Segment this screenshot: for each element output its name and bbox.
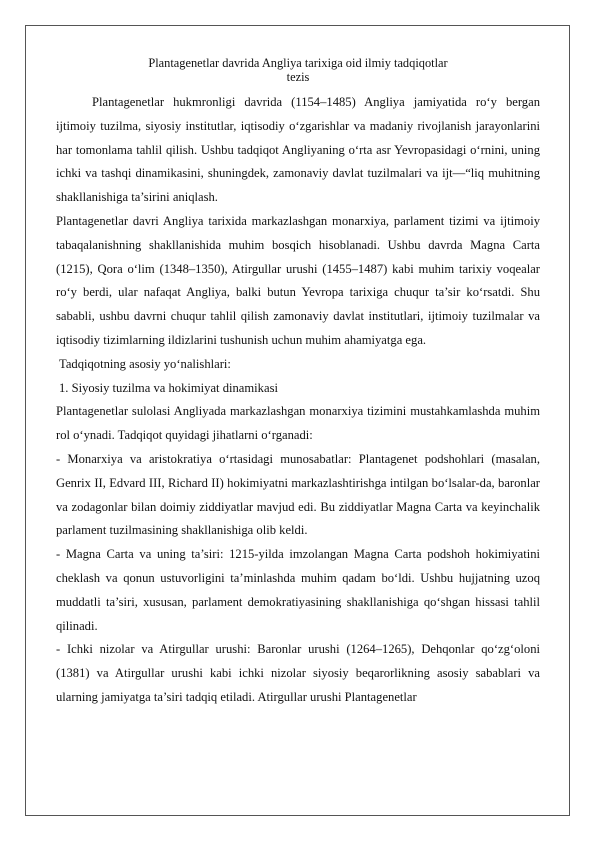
- subsection-heading: 1. Siyosiy tuzilma va hokimiyat dinamikasi: [59, 380, 278, 395]
- section-heading: Tadqiqotning asosiy yo‘nalishlari:: [59, 356, 231, 371]
- context-paragraph: Plantagenetlar davri Angliya tarixida markazlashgan monarxiya, parlament tizimi va ijtimoiy tabaqalanishning shakllanishida muhim bosqich hisoblanadi. Ushbu davrda Magna Carta (1215), Qora o‘lim (1348–1350), Atirgullar urushi (1455–1487) kabi muhim tarixiy voqealar ro‘y berdi, ular nafaqat Angliya, balki butun Yevropa tarixiga chuqur ta’sir ko‘rsatdi. Shu sababli, ushbu davrni chuqur tahlil qilish zamonaviy davlat institutlari, ijtimoiy tuzilmalar va iqtisodiy tizimlarning ildizlarini tushunish uchun muhim ahamiyatga ega.: [56, 213, 540, 347]
- document-title: Plantagenetlar davrida Angliya tarixiga oid ilmiy tadqiqotlar: [148, 56, 448, 70]
- subsection-intro-paragraph: Plantagenetlar sulolasi Angliyada markazlashgan monarxiya tizimini mustahkamlashda muhim rol o‘ynadi. Tadqiqot quyidagi jihatlarni o‘rganadi:: [56, 404, 540, 443]
- intro-paragraph: Plantagenetlar hukmronligi davrida (1154–1485) Angliya jamiyatida ro‘y bergan ijtimoiy tuzilma, siyosiy institutlar, iqtisodiy o‘zgarishlar va madaniy rivojlanish jarayonlarini har tomonlama tahlil qilish. Ushbu tadqiqot Angliyaning o‘rta asr Yevropasidagi o‘rnini, uning ichki va tashqi dinamikasini, shuningdek, zamonaviy davlat tuzilmalari va ijt—“liq muhitning shakllanishiga ta’sirini aniqlash.: [56, 95, 540, 205]
- list-item-monarchy: - Monarxiya va aristokratiya o‘rtasidagi munosabatlar: Plantagenet podshohlari (masalan, Genrix II, Edvard III, Richard II) hokimiyatni markazlashtirishga intilgan bo‘lsalar-da, baronlar va zodagonlar bilan doimiy ziddiyatlar mavjud edi. Bu ziddiyatlar Magna Carta va keyinchalik parlament tuzilmasining shakllanishiga olib keldi.: [56, 451, 540, 538]
- document-body: [56, 56, 540, 710]
- document-subtitle: tezis: [286, 70, 310, 84]
- list-item-magna-carta: - Magna Carta va uning ta’siri: 1215-yilda imzolangan Magna Carta podshoh hokimiyatini cheklash va qonun ustuvorligini ta’minlashda muhim qadam bo‘ldi. Ushbu hujjatning uzoq muddatli ta’siri, xususan, parlament demokratiyasining shakllanishiga qo‘shgan hissasi tahlil qilinadi.: [56, 547, 540, 633]
- list-item-internal-conflicts: - Ichki nizolar va Atirgullar urushi: Baronlar urushi (1264–1265), Dehqonlar qo‘zg‘oloni (1381) va Atirgullar urushi kabi ichki nizolar siyosiy beqarorlikning asosiy sabablari va ularning jamiyatga ta’siri tadqiq etiladi. Atirgullar urushi Plantagenetlar: [56, 642, 540, 704]
